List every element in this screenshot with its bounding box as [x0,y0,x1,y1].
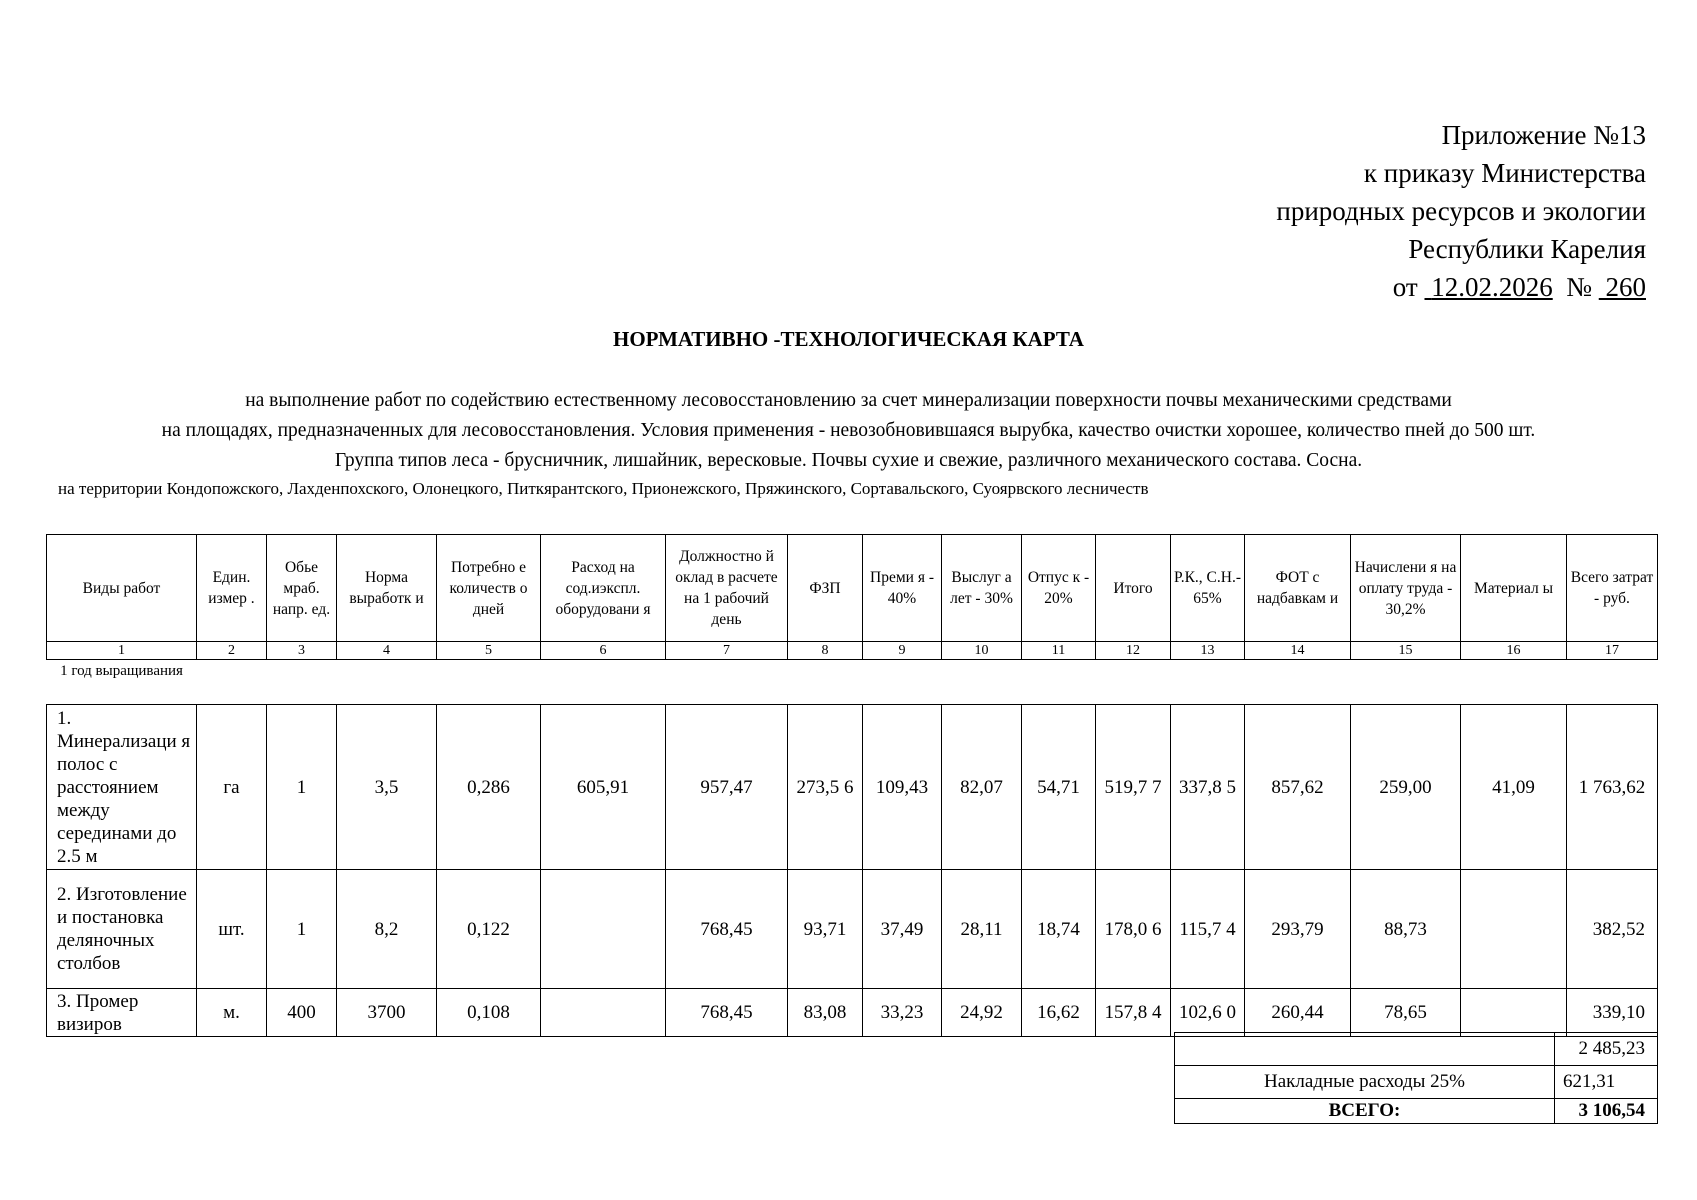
order-date: 12.02.2026 [1431,272,1553,302]
header-cell: Материал ы [1461,535,1567,642]
table-row [47,989,1658,1037]
sum-value: 2 485,23 [1555,1033,1658,1066]
header-cell: Отпус к - 20% [1022,535,1096,642]
norm-cell: 8,2 [337,870,437,989]
work-name: 1. Минерализаци я полос с расстоянием между серединами до 2.5 м [47,705,197,870]
date-prefix: от [1392,272,1418,302]
column-number: 7 [666,642,788,660]
group-label: 1 год выращивания [60,663,183,679]
overhead-label: Накладные расходы 25% [1175,1066,1555,1099]
order-number: 260 [1605,272,1646,302]
rk-cell: 337,8 5 [1171,705,1245,870]
volume-cell: 400 [267,989,337,1037]
column-number: 16 [1461,642,1567,660]
fot-cell: 293,79 [1245,870,1351,989]
header-cell: Норма выработк и [337,535,437,642]
accruals-cell: 78,65 [1351,989,1461,1037]
table-row [47,870,1658,989]
total-cell: 1 763,62 [1567,705,1658,870]
seniority-cell: 82,07 [942,705,1022,870]
column-number: 6 [541,642,666,660]
sum-label [1175,1033,1555,1066]
salary-cell: 768,45 [666,870,788,989]
header-cell: Итого [1096,535,1171,642]
overhead-value: 621,31 [1555,1066,1658,1099]
appendix-line-1: Приложение №13 [1441,120,1646,150]
salary-cell: 957,47 [666,705,788,870]
equipment-cell: 605,91 [541,705,666,870]
column-number: 11 [1022,642,1096,660]
header-cell: Обье мраб. напр. ед. [267,535,337,642]
subtitle-line-3: Группа типов леса - брусничник, лишайник, вересковые. Почвы сухие и свежие, различного механического состава. Сосна. [334,450,1363,471]
unit-cell: м. [197,989,267,1037]
column-number: 1 [47,642,197,660]
column-number: 2 [197,642,267,660]
column-number: 4 [337,642,437,660]
materials-cell [1461,870,1567,989]
header-cell: Должностно й оклад в расчете на 1 рабочий день [666,535,788,642]
header-cell: Выслуг а лет - 30% [942,535,1022,642]
header-cell: Всего затрат - руб. [1567,535,1658,642]
column-number-row [47,642,1658,660]
header-cell: Преми я - 40% [863,535,942,642]
column-number: 3 [267,642,337,660]
territory-line: на территории Кондопожского, Лахденпохского, Олонецкого, Питкярантского, Прионежского, Пряжинского, Сортавальского, Суоярвского лесничеств [58,479,1149,498]
cost-table [46,534,1658,1037]
fot-cell: 857,62 [1245,705,1351,870]
column-number: 14 [1245,642,1351,660]
unit-cell: га [197,705,267,870]
bonus-cell: 109,43 [863,705,942,870]
header-cell: Виды работ [47,535,197,642]
equipment-cell [541,989,666,1037]
header-cell: Един. измер . [197,535,267,642]
fot-cell: 260,44 [1245,989,1351,1037]
column-number: 17 [1567,642,1658,660]
seniority-cell: 28,11 [942,870,1022,989]
unit-cell: шт. [197,870,267,989]
column-number: 13 [1171,642,1245,660]
table-row [47,705,1658,870]
appendix-line-2: к приказу Министерства [1363,158,1646,188]
subtotal-cell: 178,0 6 [1096,870,1171,989]
document-title: НОРМАТИВНО -ТЕХНОЛОГИЧЕСКАЯ КАРТА [613,327,1084,351]
days-cell: 0,108 [437,989,541,1037]
header-cell: Потребно е количеств о дней [437,535,541,642]
materials-cell: 41,09 [1461,705,1567,870]
fzp-cell: 83,08 [788,989,863,1037]
appendix-date-line [1276,268,1646,306]
appendix-block [1276,116,1646,306]
number-sign: № [1566,272,1592,302]
column-number: 5 [437,642,541,660]
materials-cell [1461,989,1567,1037]
subtotal-cell: 157,8 4 [1096,989,1171,1037]
rk-cell: 102,6 0 [1171,989,1245,1037]
subtitle-line-1: на выполнение работ по содействию естественному лесовосстановлению за счет минерализации поверхности почвы механическими средствами [245,390,1452,411]
header-cell: ФОТ с надбавкам и [1245,535,1351,642]
volume-cell: 1 [267,705,337,870]
fzp-cell: 273,5 6 [788,705,863,870]
header-cell: Начислени я на оплату труда - 30,2% [1351,535,1461,642]
header-cell: ФЗП [788,535,863,642]
vacation-cell: 16,62 [1022,989,1096,1037]
group-row [47,660,1658,705]
norm-cell: 3,5 [337,705,437,870]
header-cell: Р.К., С.Н.- 65% [1171,535,1245,642]
header-cell: Расход на сод.иэкспл. оборудовани я [541,535,666,642]
sum-row [1175,1033,1658,1066]
salary-cell: 768,45 [666,989,788,1037]
totals-table [1174,1032,1658,1124]
days-cell: 0,286 [437,705,541,870]
appendix-line-4: Республики Карелия [1408,234,1646,264]
grand-total-row [1175,1099,1658,1124]
bonus-cell: 33,23 [863,989,942,1037]
bonus-cell: 37,49 [863,870,942,989]
subtotal-cell: 519,7 7 [1096,705,1171,870]
column-number: 8 [788,642,863,660]
column-number: 15 [1351,642,1461,660]
header-row [47,535,1658,642]
seniority-cell: 24,92 [942,989,1022,1037]
norm-cell: 3700 [337,989,437,1037]
work-name: 3. Промер визиров [47,989,197,1037]
fzp-cell: 93,71 [788,870,863,989]
accruals-cell: 259,00 [1351,705,1461,870]
overhead-row [1175,1066,1658,1099]
volume-cell: 1 [267,870,337,989]
grand-total-value: 3 106,54 [1555,1099,1658,1124]
grand-total-label: ВСЕГО: [1175,1099,1555,1124]
column-number: 10 [942,642,1022,660]
accruals-cell: 88,73 [1351,870,1461,989]
column-number: 12 [1096,642,1171,660]
work-name: 2. Изготовление и постановка деляночных столбов [47,870,197,989]
vacation-cell: 18,74 [1022,870,1096,989]
equipment-cell [541,870,666,989]
subtitle-line-2: на площадях, предназначенных для лесовосстановления. Условия применения - невозобновившаяся вырубка, качество очистки хорошее, количество пней до 500 шт. [161,420,1536,441]
document-subtitle [0,386,1697,476]
rk-cell: 115,7 4 [1171,870,1245,989]
total-cell: 339,10 [1567,989,1658,1037]
total-cell: 382,52 [1567,870,1658,989]
appendix-line-3: природных ресурсов и экологии [1276,196,1646,226]
column-number: 9 [863,642,942,660]
group-spacer [197,660,1658,705]
days-cell: 0,122 [437,870,541,989]
vacation-cell: 54,71 [1022,705,1096,870]
